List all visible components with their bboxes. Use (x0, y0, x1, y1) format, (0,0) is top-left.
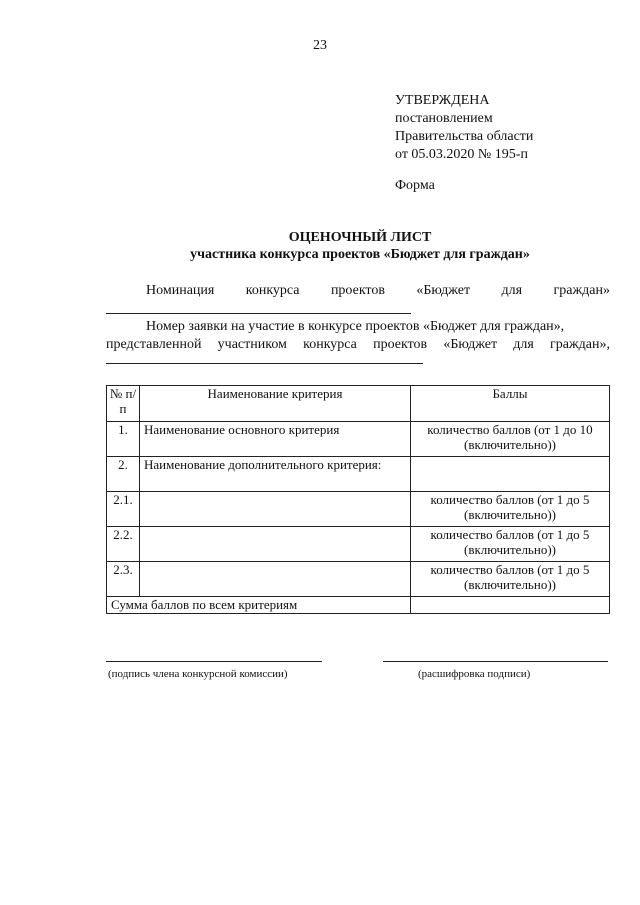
signature-label: (подпись члена конкурсной комиссии) (108, 668, 288, 680)
application-word: участником (217, 337, 287, 352)
application-word: для (513, 337, 534, 352)
nomination-word: «Бюджет (416, 283, 471, 298)
application-word: граждан», (550, 337, 610, 352)
row-score[interactable]: количество баллов (от 1 до 5 (включительно)) (411, 492, 610, 527)
signature-line[interactable] (106, 661, 322, 662)
signature-decode-line[interactable] (383, 661, 608, 662)
application-line-1: Номер заявки на участие в конкурсе проектов «Бюджет для граждан», (146, 319, 565, 334)
application-word: конкурса (303, 337, 357, 352)
table-row (107, 457, 610, 492)
nomination-line (146, 283, 610, 299)
table-row (107, 562, 610, 597)
form-label: Форма (395, 178, 435, 193)
row-score[interactable]: количество баллов (от 1 до 10 (включительно)) (411, 422, 610, 457)
row-criterion[interactable] (140, 527, 411, 562)
table-row (107, 527, 610, 562)
table-row (107, 422, 610, 457)
header-criterion: Наименование критерия (140, 386, 411, 422)
approval-line: Правительства области (395, 129, 534, 144)
nomination-word: проектов (330, 283, 385, 298)
row-score[interactable]: количество баллов (от 1 до 5 (включительно)) (411, 527, 610, 562)
table-total-row (107, 597, 610, 614)
total-label: Сумма баллов по всем критериям (107, 597, 411, 614)
row-num: 2.1. (107, 492, 140, 527)
page-number: 23 (313, 38, 327, 53)
approval-line: от 05.03.2020 № 195-п (395, 147, 528, 162)
application-line-2 (106, 337, 610, 353)
row-criterion[interactable]: Наименование основного критерия (140, 422, 411, 457)
nomination-word: граждан» (553, 283, 610, 298)
application-word: «Бюджет (443, 337, 498, 352)
signature-decode-label: (расшифровка подписи) (418, 668, 531, 680)
row-score[interactable]: количество баллов (от 1 до 5 (включительно)) (411, 562, 610, 597)
row-num: 1. (107, 422, 140, 457)
nomination-word: для (501, 283, 523, 298)
table-row (107, 492, 610, 527)
row-num: 2.3. (107, 562, 140, 597)
header-score: Баллы (411, 386, 610, 422)
criteria-table (106, 385, 610, 614)
row-criterion[interactable] (140, 492, 411, 527)
row-num: 2.2. (107, 527, 140, 562)
document-title: ОЦЕНОЧНЫЙ ЛИСТ (288, 230, 432, 245)
row-criterion[interactable]: Наименование дополнительного критерия: (140, 457, 411, 492)
nomination-word: конкурса (245, 283, 300, 298)
application-blank-line[interactable] (106, 363, 423, 364)
application-word: проектов (373, 337, 428, 352)
approval-line: УТВЕРЖДЕНА (395, 93, 490, 108)
table-header-row (107, 386, 610, 422)
row-score[interactable] (411, 457, 610, 492)
nomination-word: Номинация (146, 283, 215, 298)
row-num: 2. (107, 457, 140, 492)
row-criterion[interactable] (140, 562, 411, 597)
approval-block (395, 92, 533, 164)
total-score[interactable] (411, 597, 610, 614)
application-word: представленной (106, 337, 202, 352)
header-num: № п/п (107, 386, 140, 422)
nomination-blank-line[interactable] (106, 313, 411, 314)
document-subtitle: участника конкурса проектов «Бюджет для граждан» (190, 247, 530, 262)
approval-line: постановлением (395, 111, 493, 126)
